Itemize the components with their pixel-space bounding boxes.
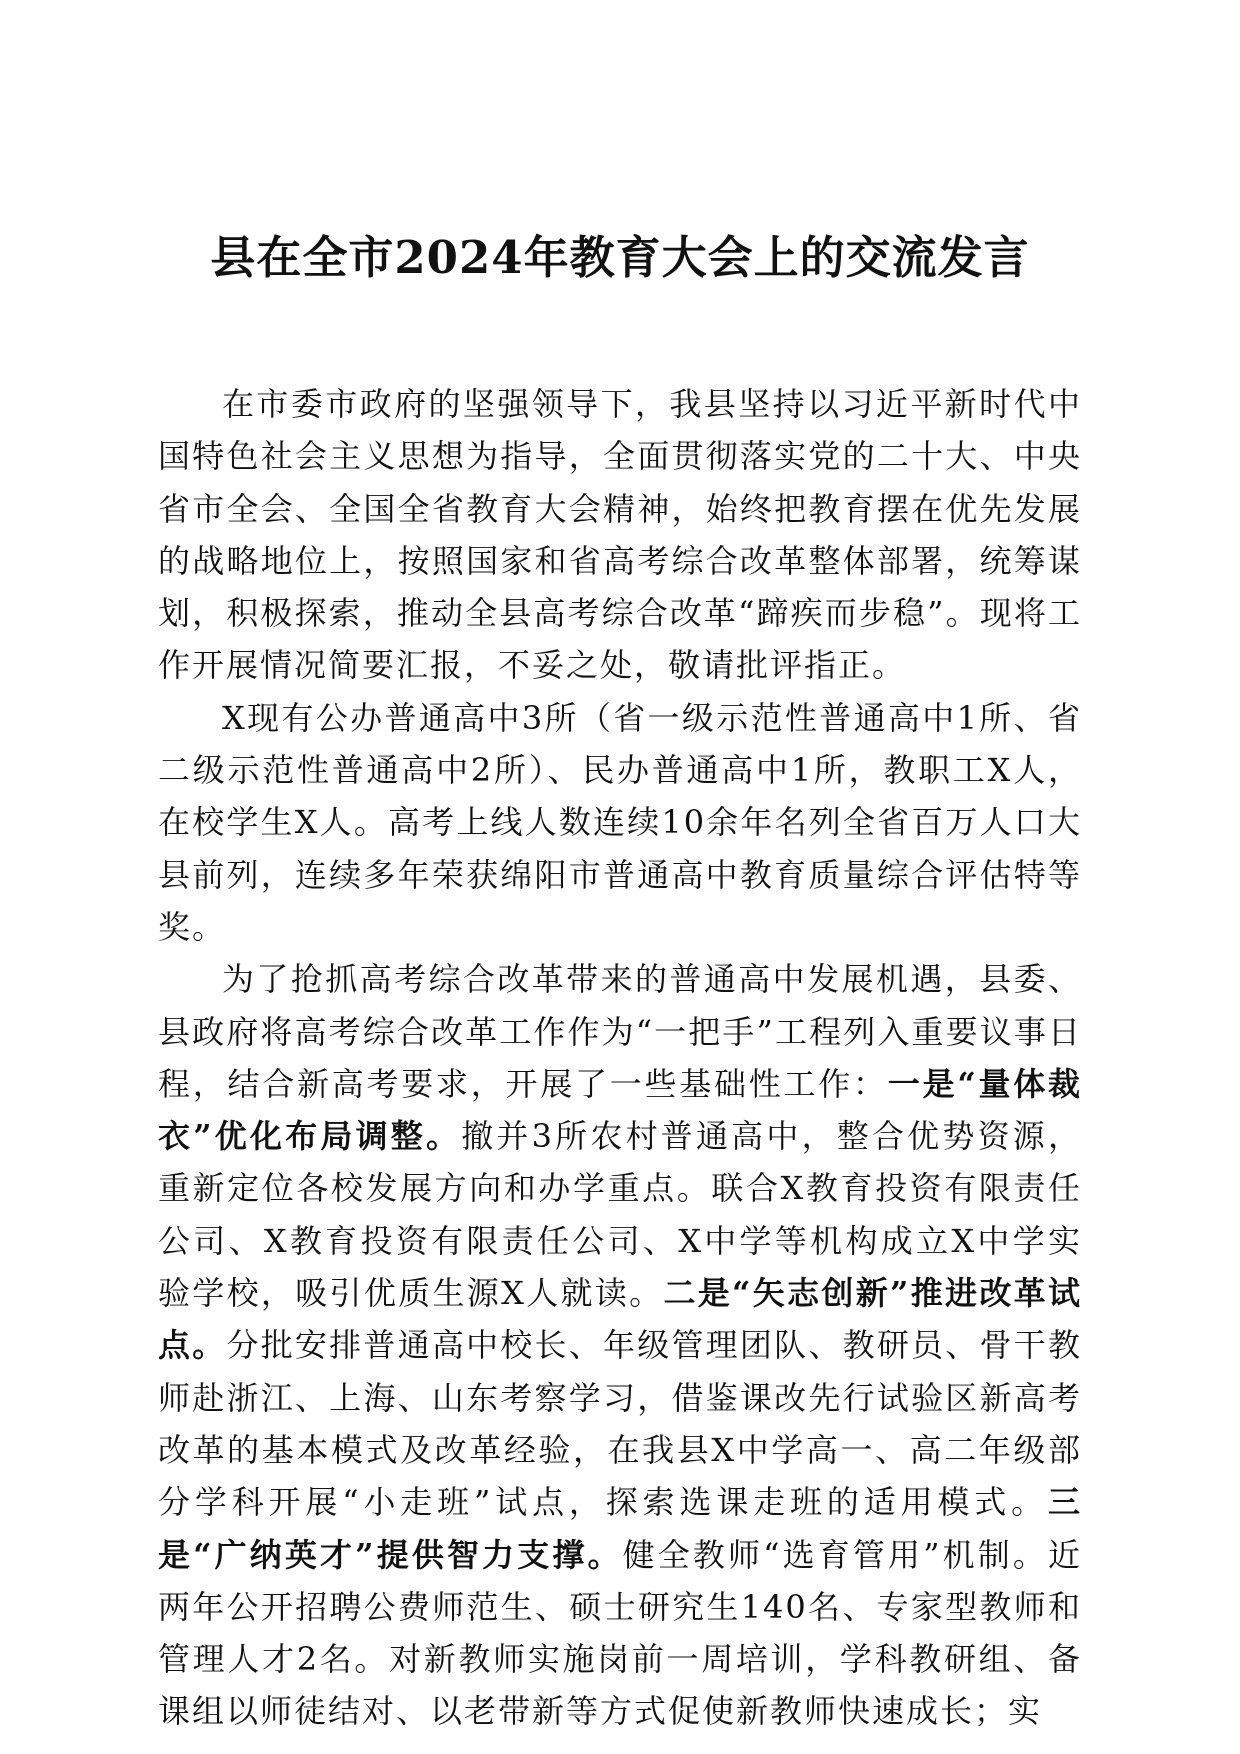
measure-heading-two: 二是“矢志创新”推进改革试点。 <box>158 1274 1082 1365</box>
measure-heading-three: 三是“广纳英才”提供智力支撑。 <box>158 1483 1082 1574</box>
paragraph-text: X现有公办普通高中3所（省一级示范性普通高中1所、省二级示范性普通高中2所）、民办普通高中1所，教职工X人，在校学生X人。高考上线人数连续10余年名列全省百万人口大县前列，连续多年荣获绵阳市普通高中教育质量综合评估特等奖。 <box>158 698 1082 946</box>
paragraph-measures <box>158 953 1082 1737</box>
paragraph-text: 撤并3所农村普通高中，整合优势资源，重新定位各校发展方向和办学重点。联合X教育投资有限责任公司、X教育投资有限责任公司、X中学等机构成立X中学实验学校，吸引优质生源X人就读。 <box>158 1117 1082 1313</box>
document-title: 县在全市2024年教育大会上的交流发言 <box>210 231 1030 284</box>
document-body <box>158 378 1082 1738</box>
paragraph-text: 在市委市政府的坚强领导下，我县坚持以习近平新时代中国特色社会主义思想为指导，全面贯彻落实党的二十大、中央省市全会、全国全省教育大会精神，始终把教育摆在优先发展的战略地位上，按照国家和省高考综合改革整体部署，统筹谋划，积极探索，推动全县高考综合改革“蹄疾而步稳”。现将工作开展情况简要汇报，不妥之处，敬请批评指正。 <box>158 385 1082 685</box>
paragraph-intro <box>158 378 1082 692</box>
paragraph-text: 健全教师“选育管用”机制。近两年公开招聘公费师范生、硕士研究生140名、专家型教师和管理人才2名。对新教师实施岗前一周培训，学科教研组、备课组以师徒结对、以老带新等方式促使新教师快速成长；实 <box>158 1535 1082 1731</box>
paragraph-text: 分批安排普通高中校长、年级管理团队、教研员、骨干教师赴浙江、上海、山东考察学习，借鉴课改先行试验区新高考改革的基本模式及改革经验，在我县X中学高一、高二年级部分学科开展“小走班”试点，探索选课走班的适用模式。 <box>158 1326 1082 1522</box>
paragraph-overview <box>158 692 1082 953</box>
paragraph-text: 为了抢抓高考综合改革带来的普通高中发展机遇，县委、县政府将高考综合改革工作作为“一把手”工程列入重要议事日程，结合新高考要求，开展了一些基础性工作： <box>158 960 1082 1103</box>
measure-heading-one: 一是“量体裁衣”优化布局调整。 <box>158 1064 1082 1156</box>
